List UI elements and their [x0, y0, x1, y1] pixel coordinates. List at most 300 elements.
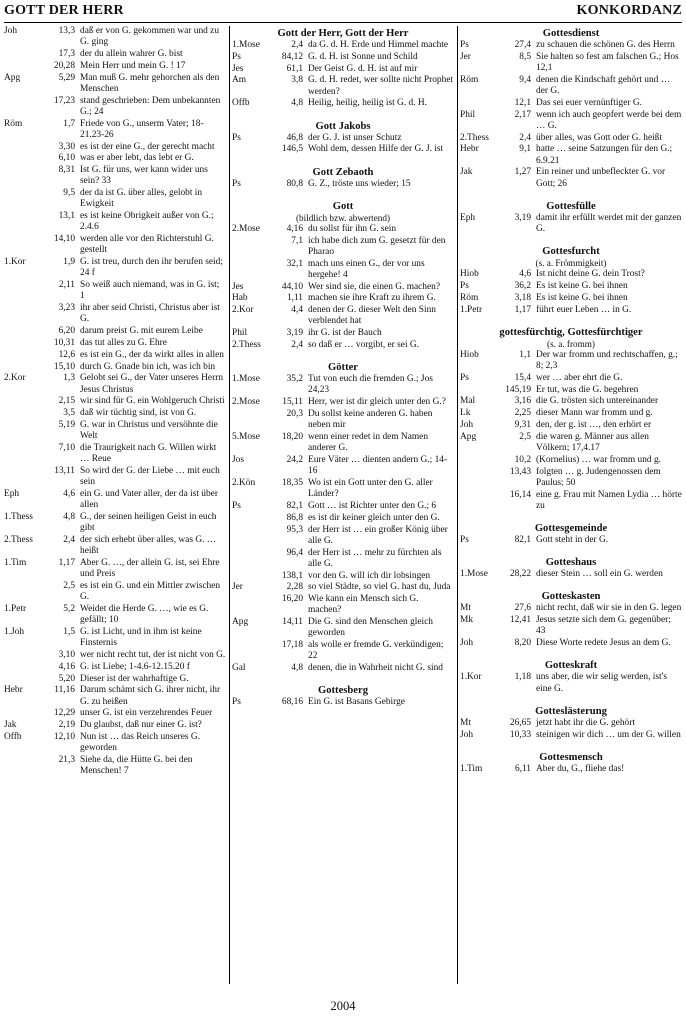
verse-row [4, 362, 226, 373]
verse-row [4, 211, 226, 233]
verse-reference: 4,6 [519, 269, 531, 280]
book-name: Röm [460, 74, 479, 85]
book-name: 2.Thess [232, 339, 261, 350]
verse-reference: 2,4 [291, 339, 303, 350]
verse-row [4, 420, 226, 442]
book-name: Mt [460, 717, 471, 728]
verse-text: ich habe dich zum G. gesetzt für den Pharao [308, 235, 446, 257]
verse-row [232, 133, 454, 144]
entry-heading: Gott Zebaoth [312, 166, 374, 178]
book-name: 1.Thess [4, 511, 33, 522]
verse-reference: 3,8 [291, 75, 303, 86]
verse-reference: 2,11 [58, 280, 75, 291]
book-name [4, 234, 40, 256]
verse-row [232, 513, 454, 524]
book-name [4, 396, 40, 407]
concordance-entry [460, 246, 682, 316]
verse-text: Eure Väter … dienten andern G.; 14-16 [308, 454, 448, 477]
verse-row [232, 663, 454, 674]
verse-reference: 3,19 [514, 212, 531, 223]
verse-row [4, 674, 226, 685]
book-name [232, 525, 268, 547]
verse-text: Sie halten so fest am falschen G.; Hos 12,1 [536, 51, 679, 73]
verse-row [4, 558, 226, 580]
verse-text: Er tut, was die G. begehren [536, 384, 639, 395]
verse-row [460, 144, 682, 166]
verse-reference: 10,2 [514, 454, 531, 465]
book-name [4, 165, 40, 187]
concordance-entry [232, 121, 454, 156]
concordance-entry [460, 660, 682, 694]
verse-reference: 10,31 [53, 337, 75, 348]
verse-text: So weiß auch niemand, was in G. ist; 1 [80, 280, 220, 302]
verse-text: jetzt habt ihr die G. gehört [536, 717, 635, 728]
verse-reference: 13,43 [509, 466, 531, 477]
verse-reference: 138,1 [281, 570, 303, 581]
running-header [4, 0, 682, 23]
verse-reference: 21,3 [58, 754, 75, 765]
verse-row [232, 328, 454, 339]
verse-reference: 14,10 [53, 234, 75, 245]
verse-text: damit ihr erfüllt werdet mit der ganzen G. [536, 212, 682, 234]
verse-row [460, 764, 682, 775]
verse-text: dieser Stein … soll ein G. werden [536, 569, 663, 580]
verse-reference: 2,5 [519, 431, 531, 442]
verse-text: Der war fromm und rechtschaffen, g.; 8; 2,3 [536, 349, 678, 371]
book-name [4, 49, 40, 60]
book-name: Jer [460, 51, 471, 62]
verse-text: der Herr ist … mehr zu fürchten als alle G. [308, 547, 442, 569]
verse-reference: 15,11 [282, 397, 303, 408]
verse-reference: 61,1 [286, 63, 303, 74]
verse-row [4, 119, 226, 141]
book-name: 2.Thess [460, 132, 489, 143]
entry-heading: Gotteslästerung [535, 705, 607, 717]
verse-reference: 82,1 [286, 500, 303, 511]
entry-heading: Gott [332, 200, 354, 212]
verse-row [4, 708, 226, 719]
verse-text: zu schauen die schönen G. des Herrn [536, 40, 675, 50]
book-name [232, 236, 268, 258]
verse-reference: 17,23 [53, 95, 75, 106]
verse-reference: 1,5 [63, 626, 75, 637]
book-name: Ps [460, 281, 469, 291]
book-name [4, 350, 40, 361]
verse-text: daß wir tüchtig sind, ist von G. [80, 408, 197, 419]
verse-row [232, 478, 454, 500]
verse-text: G. d. H. ist Sonne und Schild [308, 51, 418, 62]
book-name [460, 98, 496, 109]
verse-text: Gott steht in der G. [536, 534, 609, 545]
concordance-entry [232, 167, 454, 190]
verse-text: es ist dir keiner gleich unter den G. [308, 512, 440, 523]
verse-reference: 12,41 [509, 615, 531, 626]
verse-text: Jesus setzte sich dem G. gegenüber; 43 [536, 615, 671, 637]
verse-text: als wolle er fremde G. verkündigen; 22 [308, 640, 444, 662]
verse-row [460, 98, 682, 109]
entry-heading: Gottesdienst [542, 28, 600, 39]
verse-text: über alles, was Gott oder G. heißt [536, 132, 663, 143]
verse-text: stand geschrieben: Dem unbekannten G.; 24 [80, 95, 221, 117]
verse-row [460, 385, 682, 396]
book-name: Joh [4, 26, 18, 36]
verse-reference: 16,14 [509, 489, 531, 500]
verse-row [460, 133, 682, 144]
verse-row [232, 179, 454, 190]
verse-reference: 17,18 [281, 640, 303, 651]
verse-row [232, 697, 454, 708]
header-title: GOTT DER HERR [4, 3, 124, 18]
book-name: 1.Tim [460, 763, 483, 774]
verse-row [4, 280, 226, 302]
verse-text: G., der seinen heiligen Geist in euch gibt [80, 511, 217, 534]
verse-row [460, 396, 682, 407]
verse-row [460, 110, 682, 132]
entry-heading: Gottesberg [317, 685, 368, 697]
verse-reference: 13,11 [54, 465, 75, 476]
verse-text: darum preist G. mit eurem Leibe [80, 326, 203, 337]
column-divider [229, 26, 230, 984]
entry-heading: Gottesmensch [539, 751, 603, 763]
verse-row [4, 581, 226, 603]
verse-row [460, 293, 682, 304]
entry-heading: Gotteskraft [544, 660, 598, 672]
verse-reference: 3,30 [58, 141, 75, 152]
verse-text: ein G. und Vater aller, der da ist über allen [80, 488, 218, 511]
verse-text: Wer sind sie, die einen G. machen? [308, 281, 441, 292]
verse-text: es ist keine Obrigkeit außer von G.; 2.4.6 [80, 211, 214, 233]
book-name: 1.Kor [4, 257, 26, 268]
header-section: KONKORDANZ [576, 3, 682, 18]
verse-text: Die G. sind den Menschen gleich geworden [308, 617, 433, 639]
book-name [460, 467, 496, 489]
verse-reference: 4,16 [58, 661, 75, 672]
verse-reference: 3,5 [63, 408, 75, 419]
verse-row [4, 350, 226, 361]
book-name: 2.Mose [232, 397, 260, 408]
verse-row [460, 40, 682, 51]
column-divider [457, 26, 458, 984]
verse-row [232, 571, 454, 582]
book-name [4, 466, 40, 488]
verse-row [460, 408, 682, 419]
verse-reference: 27,4 [514, 40, 531, 50]
book-name: Mk [460, 615, 474, 626]
verse-reference: 20,28 [53, 60, 75, 71]
verse-reference: 4,8 [63, 511, 75, 522]
book-name [232, 409, 268, 431]
book-name: Ps [232, 132, 241, 143]
verse-text: der sich erhebt über alles, was G. … heißt [80, 534, 217, 557]
column-2 [232, 26, 454, 984]
verse-text: steinigen wir dich … um der G. willen [536, 729, 681, 740]
verse-row [4, 257, 226, 279]
verse-reference: 4,4 [291, 305, 303, 316]
book-name: 1.Kor [460, 672, 482, 683]
verse-row [460, 603, 682, 614]
book-name [4, 303, 40, 325]
verse-row [4, 326, 226, 337]
book-name: Röm [460, 292, 479, 303]
concordance-entry [232, 201, 454, 351]
verse-text: denen der G. dieser Welt den Sinn verblendet hat [308, 305, 436, 327]
book-name [4, 61, 40, 72]
book-name [4, 581, 40, 603]
book-name: Ps [232, 697, 241, 708]
concordance-entry [460, 752, 682, 775]
book-name [460, 490, 496, 512]
concordance-entry [460, 523, 682, 546]
concordance-entry [232, 685, 454, 708]
verse-row [4, 408, 226, 419]
verse-text: Heilig, heilig, heilig ist G. d. H. [308, 98, 428, 109]
verse-reference: 12,29 [53, 708, 75, 719]
book-name [4, 280, 40, 302]
verse-reference: 2,4 [519, 132, 531, 143]
entry-heading: Götter [328, 362, 358, 374]
book-name: Hiob [460, 269, 479, 280]
verse-row [232, 397, 454, 408]
verse-row [232, 594, 454, 616]
verse-text: folgten … g. Judengenossen dem Paulus; 50 [536, 466, 661, 488]
book-name: Gal [232, 663, 246, 674]
book-name [4, 326, 40, 337]
verse-reference: 28,22 [509, 569, 531, 580]
verse-text: Tut von euch die fremden G.; Jos 24,23 [308, 374, 433, 396]
verse-row [4, 49, 226, 60]
verse-reference: 1,7 [63, 118, 75, 129]
verse-text: führt euer Leben … in G. [536, 304, 632, 315]
verse-reference: 9,5 [63, 188, 75, 199]
verse-text: Ein G. ist Basans Gebirge [308, 697, 405, 708]
verse-row [4, 96, 226, 118]
verse-row [4, 627, 226, 649]
verse-text: wer … aber ehrt die G. [536, 372, 623, 383]
book-name: 1.Mose [460, 569, 488, 580]
verse-row [232, 305, 454, 327]
verse-row [4, 373, 226, 395]
column-3 [460, 26, 682, 984]
verse-row [4, 732, 226, 754]
book-name: Eph [4, 488, 20, 499]
verse-reference: 1,17 [58, 557, 75, 568]
book-name: Röm [4, 118, 23, 129]
verse-row [4, 153, 226, 164]
entry-crossref: (s. a. fromm) [547, 338, 595, 349]
verse-text: Gott … ist Richter unter den G.; 6 [308, 500, 437, 511]
verse-reference: 2,19 [58, 720, 75, 731]
book-name: 2.Thess [4, 534, 33, 545]
verse-row [232, 617, 454, 639]
verse-row [232, 409, 454, 431]
book-name: 2.Kor [232, 305, 254, 316]
verse-reference: 96,4 [286, 547, 303, 558]
entry-heading: Gottesfurcht [542, 246, 600, 258]
verse-text: Friede von G., unserm Vater; 18-21.23-26 [80, 118, 204, 140]
book-name [232, 144, 268, 155]
verse-reference: 32,1 [286, 258, 303, 269]
verse-row [460, 75, 682, 97]
verse-reference: 9,4 [519, 74, 531, 85]
verse-reference: 1,1 [519, 349, 531, 360]
book-name [4, 153, 40, 164]
verse-row [4, 604, 226, 626]
verse-text: ihr aber seid Christi, Christus aber ist G. [80, 303, 220, 325]
entry-heading: gottesfürchtig, Gottesfürchtiger [499, 326, 643, 338]
verse-reference: 36,2 [514, 281, 531, 291]
verse-text: Siehe da, die Hütte G. bei den Menschen! 7 [80, 754, 193, 777]
book-name: 1.Petr [460, 304, 483, 315]
verse-row [460, 269, 682, 280]
verse-reference: 14,11 [282, 617, 303, 628]
book-name [232, 513, 268, 524]
book-name [4, 408, 40, 419]
book-name [4, 362, 40, 373]
verse-text: machen sie ihre Kraft zu ihrem G. [308, 293, 436, 304]
verse-text: die Traurigkeit nach G. Willen wirkt … Reue [80, 442, 217, 465]
book-name: Hebr [4, 685, 23, 696]
verse-row [460, 638, 682, 649]
verse-reference: 2,5 [63, 580, 75, 591]
concordance-entry [460, 591, 682, 649]
verse-row [4, 443, 226, 465]
verse-row [4, 512, 226, 534]
verse-text: Du sollst keine anderen G. haben neben mir [308, 408, 433, 431]
book-name: 1.Joh [4, 626, 25, 637]
entry-heading: Gottesfülle [546, 200, 596, 212]
verse-text: Wohl dem, dessen Hilfe der G. J. ist [308, 144, 444, 155]
verse-reference: 2,15 [58, 396, 75, 407]
verse-reference: 9,31 [514, 419, 531, 430]
book-name: 2.Kön [232, 477, 256, 488]
verse-reference: 80,8 [286, 178, 303, 189]
concordance-entry [460, 327, 682, 512]
verse-text: Es ist keine G. bei ihnen [536, 281, 628, 291]
verse-reference: 3,18 [514, 292, 531, 303]
verse-text: vor den G. will ich dir lobsingen [308, 570, 431, 581]
verse-row [4, 685, 226, 707]
verse-reference: 46,8 [286, 132, 303, 143]
book-name: Ps [232, 500, 241, 511]
verse-text: mach uns einen G., der vor uns hergehe! 4 [308, 258, 425, 280]
book-name: Lk [460, 408, 471, 419]
book-name [232, 640, 268, 662]
verse-reference: 18,35 [281, 477, 303, 488]
verse-reference: 1,9 [63, 257, 75, 268]
verse-text: Nun ist … das Reich unseres G. geworden [80, 731, 201, 754]
book-name [232, 548, 268, 570]
verse-reference: 86,8 [286, 512, 303, 523]
verse-row [232, 259, 454, 281]
verse-text: wir sind für G. ein Wohlgeruch Christi [80, 396, 225, 407]
verse-text: hatte … seine Satzungen für den G.; 6.9.21 [536, 144, 673, 166]
verse-text: denen, die in Wahrheit nicht G. sind [308, 663, 443, 674]
book-name: Am [232, 75, 247, 86]
verse-reference: 12,10 [53, 731, 75, 742]
verse-text: uns aber, die wir selig werden, ist's eine G. [536, 672, 667, 694]
verse-text: Diese Worte redete Jesus an dem G. [536, 638, 671, 649]
verse-text: unser G. ist ein verzehrendes Feuer [80, 708, 213, 719]
verse-reference: 3,10 [58, 649, 75, 660]
verse-row [460, 455, 682, 466]
verse-row [460, 672, 682, 694]
concordance-entry [232, 28, 454, 110]
verse-reference: 8,31 [58, 165, 75, 176]
verse-row [460, 420, 682, 431]
book-name: Apg [460, 431, 477, 442]
verse-row [460, 213, 682, 235]
verse-text: denen die Kindschaft gehört und … der G. [536, 74, 671, 96]
verse-reference: 68,16 [281, 697, 303, 708]
verse-row [232, 40, 454, 51]
verse-row [460, 432, 682, 454]
book-name [4, 662, 40, 673]
book-name [4, 420, 40, 442]
verse-text: Ist nicht deine G. dein Trost? [536, 269, 645, 280]
entry-heading: Gott der Herr, Gott der Herr [277, 28, 409, 39]
verse-text: den, der g. ist …, den erhört er [536, 419, 652, 430]
verse-row [232, 374, 454, 396]
verse-text: Wo ist ein Gott unter den G. aller Länder? [308, 477, 433, 500]
verse-row [460, 52, 682, 74]
verse-text: der Herr ist … ein großer König über alle G. [308, 524, 448, 546]
book-name [4, 142, 40, 153]
verse-row [232, 293, 454, 304]
book-name [232, 571, 268, 582]
book-name [4, 443, 40, 465]
verse-reference: 4,16 [286, 223, 303, 234]
verse-text: Weidet die Herde G. …, wie es G. gefällt; 10 [80, 603, 209, 626]
book-name: Jak [4, 720, 17, 731]
book-name: Joh [460, 729, 474, 740]
verse-text: Der Geist G. d. H. ist auf mir [308, 63, 418, 74]
book-name: Hab [232, 293, 248, 304]
verse-row [460, 373, 682, 384]
book-name [4, 755, 40, 777]
verse-reference: 8,20 [514, 638, 531, 649]
concordance-entry [460, 557, 682, 580]
verse-row [4, 26, 226, 48]
verse-reference: 5,29 [58, 72, 75, 83]
book-name [232, 259, 268, 281]
verse-row [232, 525, 454, 547]
verse-reference: 7,10 [58, 442, 75, 453]
book-name: Apg [232, 617, 249, 628]
verse-reference: 146,5 [281, 144, 303, 155]
verse-row [4, 396, 226, 407]
verse-reference: 5,2 [63, 603, 75, 614]
verse-text: du sollst für ihn G. sein [308, 223, 397, 234]
verse-text: dieser Mann war fromm und g. [536, 408, 653, 419]
book-name: Phil [460, 109, 476, 120]
entry-crossref: (s. a. Frömmigkeit) [535, 258, 607, 269]
verse-reference: 10,33 [509, 729, 531, 740]
verse-text: Ist G. für uns, wer kann wider uns sein? 33 [80, 165, 208, 187]
entry-crossref: (bildlich bzw. abwertend) [295, 212, 391, 223]
entry-heading: Gotteskasten [541, 591, 601, 603]
verse-reference: 4,8 [291, 98, 303, 109]
verse-row [232, 52, 454, 63]
verse-row [460, 350, 682, 372]
verse-text: der G. J. ist unser Schutz [308, 132, 402, 143]
book-name [4, 338, 40, 349]
book-name: Eph [460, 212, 476, 223]
verse-row [4, 535, 226, 557]
verse-reference: 15,4 [514, 372, 531, 383]
verse-reference: 12,6 [58, 349, 75, 360]
verse-reference: 27,6 [514, 603, 531, 614]
book-name: Joh [460, 638, 474, 649]
